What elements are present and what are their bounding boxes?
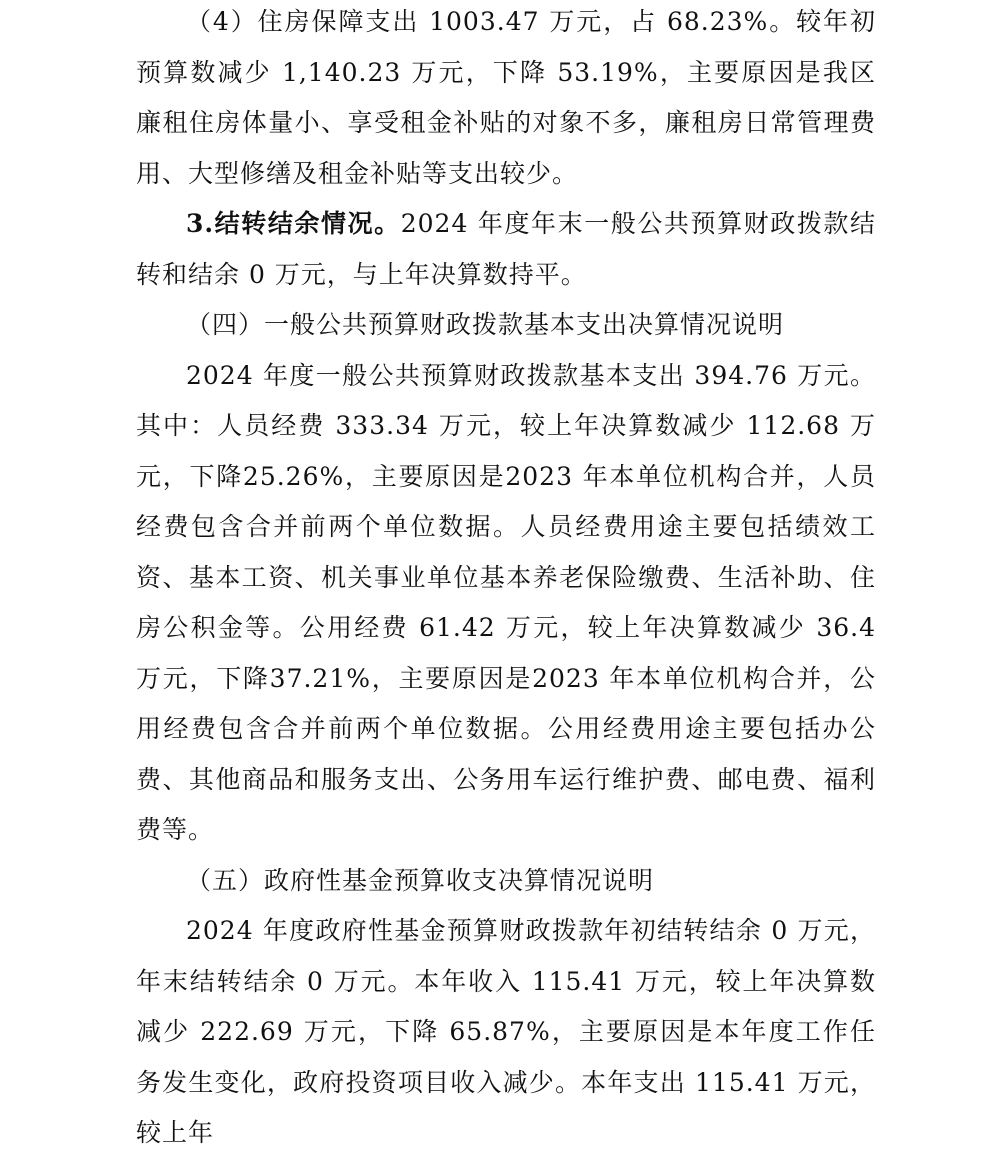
section-heading-basic-expenditure: （四）一般公共预算财政拨款基本支出决算情况说明 (186, 310, 785, 339)
paragraph-housing-expenditure: （4）住房保障支出 1003.47 万元，占 68.23%。较年初预算数减少 1,140.23 万元，下降 53.19%，主要原因是我区廉租住房体量小、享受租金补贴的对象不多，廉租房日常管理费用、大型修缮及租金补贴等支出较少。 (136, 7, 876, 188)
paragraph-basic-expenditure: 2024 年度一般公共预算财政拨款基本支出 394.76 万元。其中：人员经费 333.34 万元，较上年决算数减少 112.68 万元，下降25.26%，主要原因是2023 年本单位机构合并，人员经费包含合并前两个单位数据。人员经费用途主要包括绩效工资、基本工资、机关事业单位基本养老保险缴费、生活补助、住房公积金等。公用经费 61.42 万元，较上年决算数减少 36.4 万元，下降37.21%，主要原因是2023 年本单位机构合并，公用经费包含合并前两个单位数据。公用经费用途主要包括办公费、其他商品和服务支出、公务用车运行维护费、邮电费、福利费等。 (136, 360, 876, 844)
document-page (136, 0, 876, 1147)
section-heading-government-fund: （五）政府性基金预算收支决算情况说明 (186, 865, 655, 895)
carryover-heading: 3.结转结余情况。 (186, 209, 401, 238)
paragraph-carryover (136, 199, 876, 300)
paragraph-government-fund: 2024 年度政府性基金预算财政拨款年初结转结余 0 万元，年末结转结余 0 万元。本年收入 115.41 万元，较上年决算数减少 222.69 万元，下降 65.87%，主要原因是本年度工作任务发生变化，政府投资项目收入减少。本年支出 115.41 万元，较上年 (136, 916, 876, 1147)
carryover-text: 2024 年度年末一般公共预算财政拨款结转和结余 0 万元，与上年决算数持平。 (136, 209, 876, 289)
